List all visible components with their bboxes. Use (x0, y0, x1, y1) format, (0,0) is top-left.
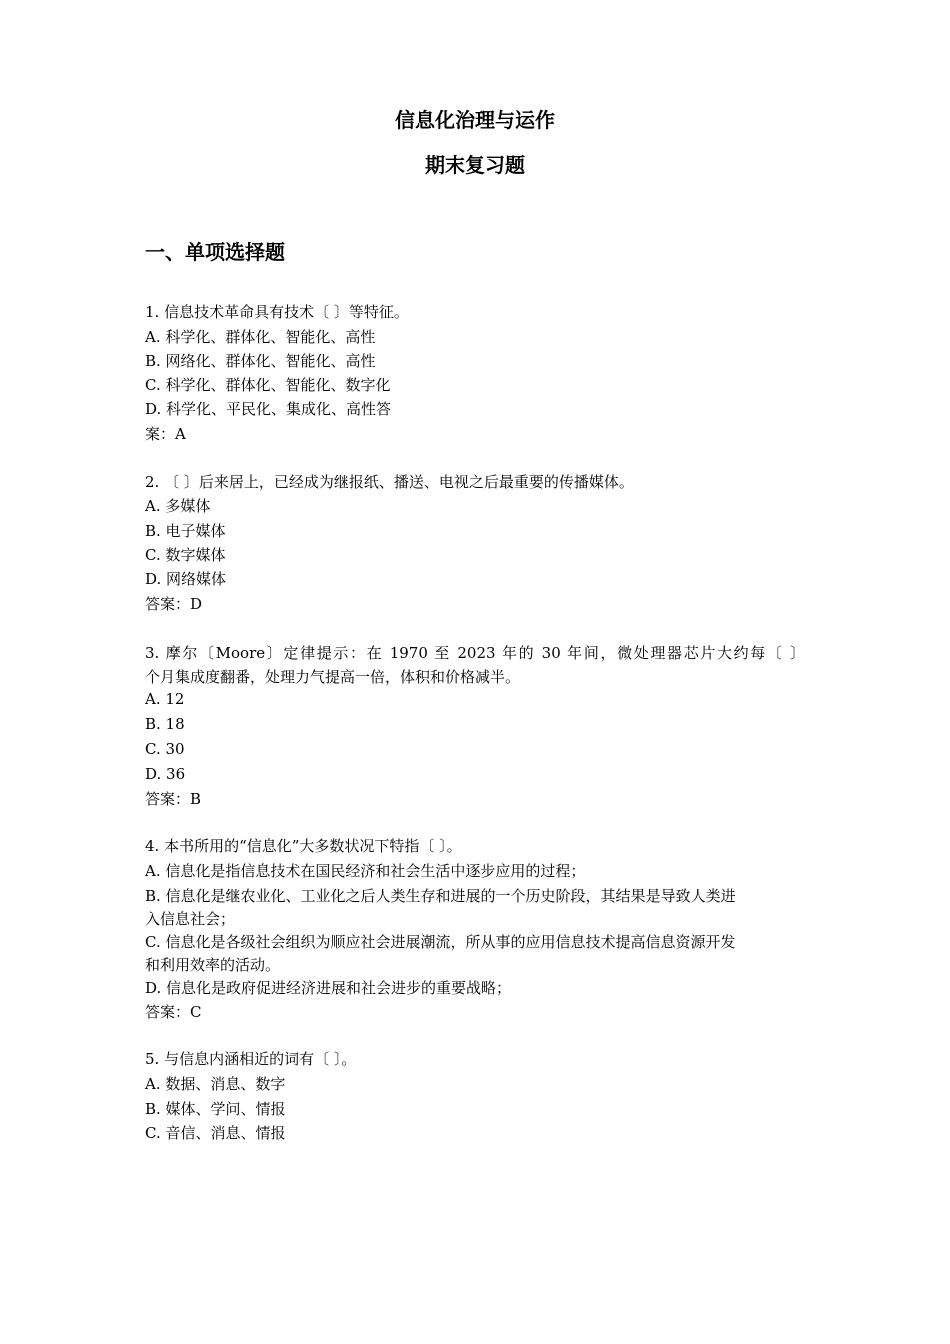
question-1-answer: 案：A (145, 425, 186, 443)
question-1-option-c: C. 科学化、群体化、智能化、数字化 (145, 376, 391, 394)
question-3-option-d: D. 36 (145, 765, 186, 783)
question-2-option-c: C. 数字媒体 (145, 546, 226, 564)
question-1-option-b: B. 网络化、群体化、智能化、高性 (145, 352, 376, 370)
question-2-option-b: B. 电子媒体 (145, 522, 226, 540)
question-3-answer: 答案：B (145, 790, 202, 808)
question-2-answer: 答案：D (145, 595, 203, 613)
question-5-option-c: C. 音信、消息、情报 (145, 1124, 286, 1142)
question-3-option-b: B. 18 (145, 715, 185, 733)
question-4-answer: 答案：C (145, 1003, 202, 1021)
question-5-option-a: A. 数据、消息、数字 (145, 1075, 286, 1093)
question-4-option-d: D. 信息化是政府促进经济进展和社会进步的重要战略； (145, 979, 512, 997)
question-4-option-c-line-2: 和利用效率的活动。 (145, 956, 281, 974)
question-4-option-a: A. 信息化是指信息技术在国民经济和社会生活中逐步应用的过程； (145, 862, 586, 880)
question-2-option-a: A. 多媒体 (145, 497, 211, 515)
question-4-option-b-line-2: 入信息社会； (145, 910, 236, 928)
question-1-stem: 1. 信息技术革命具有技术〔 〕等特征。 (145, 303, 409, 321)
question-3-stem-line-1: 3. 摩尔〔Moore〕定律提示：在 1970 至 2023 年的 30 年间，微处理器芯片大约每〔 〕 (145, 644, 805, 662)
question-4-option-c-line-1: C. 信息化是各级社会组织为顺应社会进展潮流，所从事的应用信息技术提高信息资源开发 (145, 933, 736, 951)
question-5-stem: 5. 与信息内涵相近的词有〔 〕。 (145, 1050, 357, 1068)
question-4-stem: 4. 本书所用的“信息化”大多数状况下特指〔 〕。 (145, 837, 462, 855)
question-2-stem: 2. 〔 〕后来居上，已经成为继报纸、播送、电视之后最重要的传播媒体。 (145, 473, 634, 491)
question-3-stem-line-2: 个月集成度翻番，处理力气提高一倍，体积和价格减半。 (145, 668, 521, 686)
section-heading: 一、单项选择题 (145, 240, 285, 264)
question-2-option-d: D. 网络媒体 (145, 570, 227, 588)
question-5-option-b: B. 媒体、学问、情报 (145, 1100, 286, 1118)
document-subtitle: 期末复习题 (425, 153, 525, 177)
question-4-option-b-line-1: B. 信息化是继农业化、工业化之后人类生存和进展的一个历史阶段，其结果是导致人类进 (145, 887, 736, 905)
question-3-option-c: C. 30 (145, 740, 185, 758)
document-title: 信息化治理与运作 (395, 108, 555, 132)
question-1-option-a: A. 科学化、群体化、智能化、高性 (145, 328, 376, 346)
question-3-option-a: A. 12 (145, 690, 185, 708)
question-1-option-d: D. 科学化、平民化、集成化、高性答 (145, 400, 392, 418)
